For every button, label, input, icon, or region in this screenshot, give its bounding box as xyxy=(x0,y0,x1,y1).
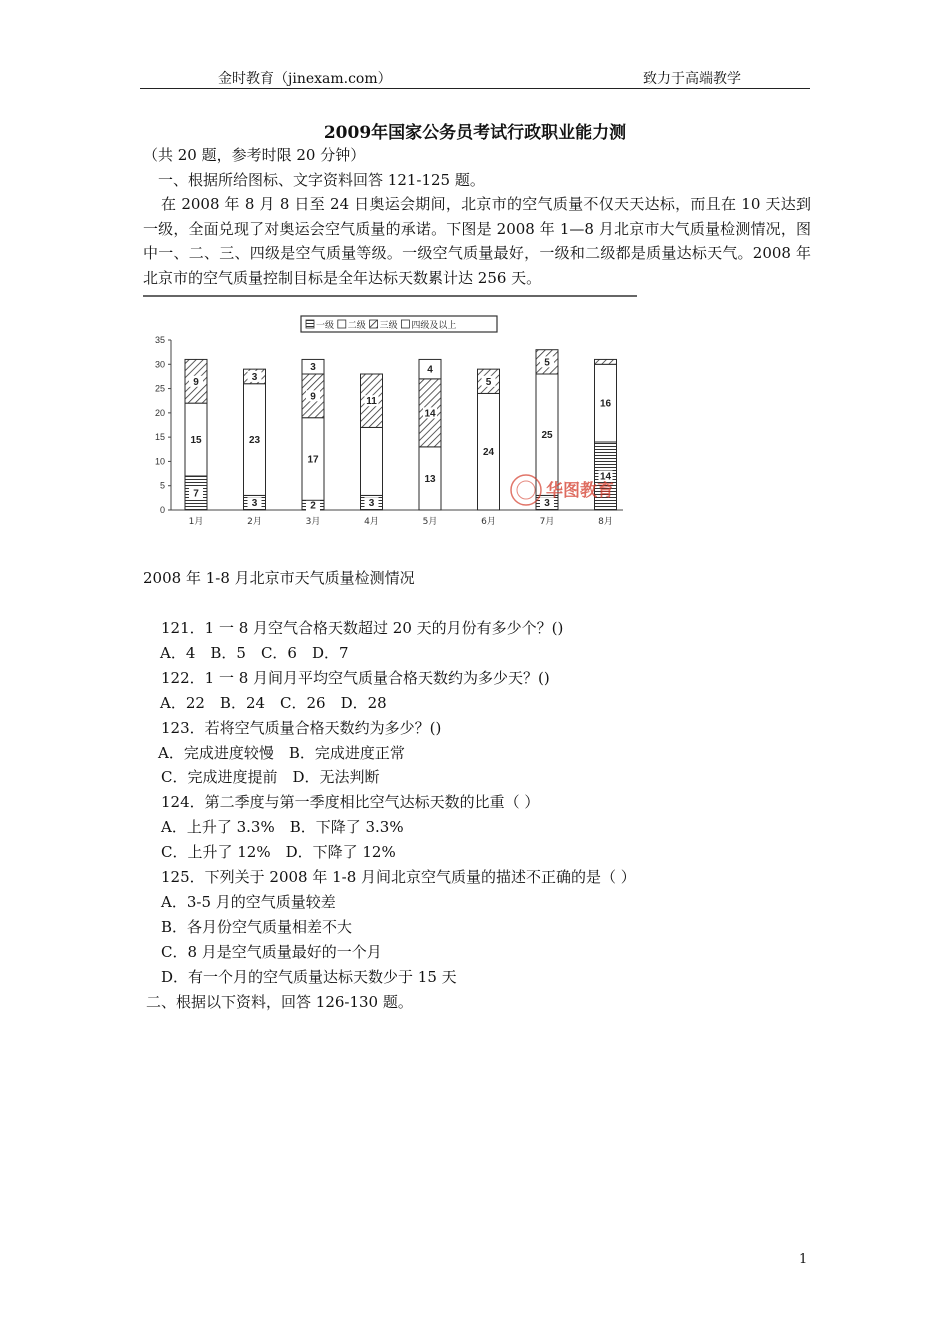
data-label: 3 xyxy=(368,498,375,510)
data-label: 14 xyxy=(599,471,612,483)
data-label: 14 xyxy=(424,408,436,420)
y-tick-label: 25 xyxy=(154,383,165,394)
intro-paragraph: 在 2008 年 8 月 8 日至 24 日奥运会期间，北京市的空气质量不仅天天达标，而且在 10 天达到一级，全面兑现了对奥运会空气质量的承诺。下图是 2008 年 1—8 月北京市大气质量检测情况，图中一、二、三、四级是空气质量等级。一级空气质量最好，一级和二级都是质量达标天气。2008 年北京市的空气质量控制目标是全年达标天数累计达 256 天。 xyxy=(143,195,811,287)
question-options: A．4 B．5 C．6 D．7 xyxy=(160,643,349,662)
data-label: 11 xyxy=(366,396,377,408)
section-heading-2: 二、根据以下资料，回答 126-130 题。 xyxy=(146,993,413,1011)
x-tick-label: 3月 xyxy=(305,517,321,527)
x-tick-label: 4月 xyxy=(364,517,379,527)
exam-info: （共 20 题，参考时限 20 分钟） xyxy=(143,146,366,164)
question-options: A．上升了 3.3% B．下降了 3.3% xyxy=(161,818,404,837)
data-label: 3 xyxy=(251,371,258,383)
y-tick-label: 5 xyxy=(159,480,165,491)
page-number: 1 xyxy=(799,1252,808,1267)
data-label: 15 xyxy=(190,435,202,447)
question-stem: 121．1 一 8 月空气合格天数超过 20 天的月份有多少个？() xyxy=(161,619,564,637)
question-stem: 124．第二季度与第一季度相比空气达标天数的比重（ ） xyxy=(161,793,540,812)
question-stem: 125．下列关于 2008 年 1-8 月间北京空气质量的描述不正确的是（ ） xyxy=(161,868,636,886)
question-stem: 123．若将空气质量合格天数约为多少？() xyxy=(161,718,442,737)
data-label: 25 xyxy=(541,430,553,442)
section-heading-1: 一、根据所给图标、文字资料回答 121-125 题。 xyxy=(158,171,485,189)
x-tick-label: 7月 xyxy=(539,517,555,527)
data-label: 3 xyxy=(251,498,258,510)
header-left: 金时教育（jinexam.com） xyxy=(218,71,392,87)
x-tick-label: 8月 xyxy=(598,517,613,527)
y-tick-label: 0 xyxy=(159,505,165,515)
y-tick-label: 30 xyxy=(154,359,165,370)
data-label: 24 xyxy=(482,447,495,459)
x-tick-label: 2月 xyxy=(247,517,262,527)
y-tick-label: 35 xyxy=(154,335,165,345)
legend-swatch xyxy=(338,320,346,328)
data-label: 5 xyxy=(485,376,492,388)
chart-caption: 2008 年 1-8 月北京市天气质量检测情况 xyxy=(143,569,415,587)
bar-segment xyxy=(595,359,617,364)
question-options: C．完成进度提前 D．无法判断 xyxy=(161,768,380,787)
chart-legend xyxy=(301,316,497,332)
legend-label: 四级及以上 xyxy=(411,321,457,331)
data-label: 13 xyxy=(424,473,436,485)
data-label: 16 xyxy=(599,398,612,410)
data-label: 7 xyxy=(193,488,199,500)
data-label: 5 xyxy=(544,357,550,369)
data-label: 17 xyxy=(307,454,319,466)
question-options: B．各月份空气质量相差不大 xyxy=(161,917,353,936)
watermark-text: 华图教育 xyxy=(546,481,614,501)
data-label: 2 xyxy=(310,500,316,512)
question-options: A．完成进度较慢 B．完成进度正常 xyxy=(158,743,405,762)
x-axis xyxy=(189,516,613,527)
watermark-seal-inner xyxy=(517,481,535,499)
legend-swatch xyxy=(306,320,314,328)
data-label: 4 xyxy=(427,364,433,376)
data-label: 9 xyxy=(310,391,316,403)
question-options: D．有一个月的空气质量达标天数少于 15 天 xyxy=(161,967,457,986)
data-label: 3 xyxy=(544,498,550,510)
x-tick-label: 5月 xyxy=(422,517,438,527)
legend-swatch xyxy=(401,320,409,328)
question-options: C．8 月是空气质量最好的一个月 xyxy=(161,942,382,961)
data-label: 23 xyxy=(248,435,261,447)
x-tick-label: 6月 xyxy=(481,517,496,527)
question-options: C．上升了 12% D．下降了 12% xyxy=(161,843,396,862)
x-tick-label: 1月 xyxy=(188,517,204,527)
y-tick-label: 15 xyxy=(154,432,165,443)
y-tick-label: 20 xyxy=(154,407,165,418)
legend-label: 三级 xyxy=(379,321,398,331)
y-tick-label: 10 xyxy=(154,456,165,467)
chart-image xyxy=(143,292,640,532)
legend-label: 一级 xyxy=(316,321,335,331)
header-rule xyxy=(140,88,810,89)
question-options: A．3-5 月的空气质量较差 xyxy=(161,892,336,911)
document-title: 2009年国家公务员考试行政职业能力测 xyxy=(323,123,627,143)
bar-segment xyxy=(361,427,383,495)
data-label: 3 xyxy=(310,362,316,374)
data-label: 9 xyxy=(193,376,199,388)
stacked-bar-chart xyxy=(143,292,640,532)
question-options: A．22 B．24 C．26 D．28 xyxy=(160,693,387,712)
question-stem: 122．1 一 8 月间月平均空气质量合格天数约为多少天？() xyxy=(161,668,550,687)
legend-label: 二级 xyxy=(347,321,366,331)
header-right: 致力于高端教学 xyxy=(643,71,741,87)
legend-swatch xyxy=(370,320,378,328)
